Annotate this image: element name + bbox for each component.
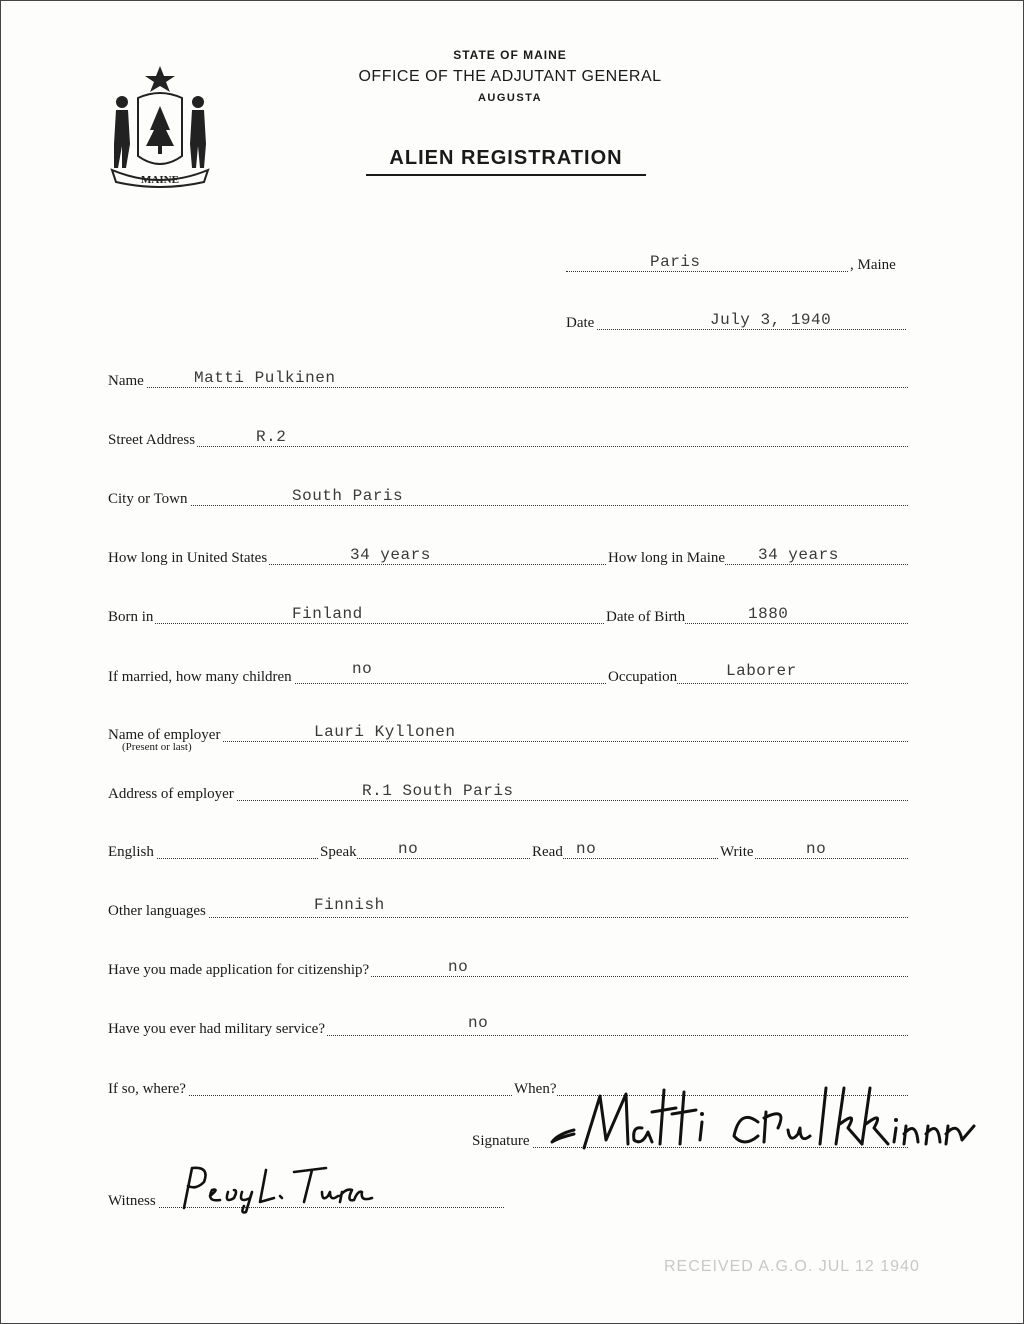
city-label: City or Town xyxy=(108,491,188,507)
street-label: Street Address xyxy=(108,432,196,448)
occupation-value: Laborer xyxy=(726,662,797,680)
witness-signature-handwriting xyxy=(176,1162,380,1214)
street-value: R.2 xyxy=(256,428,287,446)
read-value: no xyxy=(576,840,597,858)
city-value: South Paris xyxy=(292,487,404,505)
date-of-birth-label: Date of Birth xyxy=(606,609,686,625)
employer-address-label: Address of employer xyxy=(108,786,234,802)
header-office: OFFICE OF THE ADJUTANT GENERAL xyxy=(358,68,662,85)
speak-label: Speak xyxy=(320,844,357,860)
maine-state-seal xyxy=(108,64,212,190)
date-row xyxy=(566,310,908,332)
military-label: Have you ever had military service? xyxy=(108,1021,325,1037)
born-in-value: Finland xyxy=(292,605,363,623)
employer-sublabel: (Present or last) xyxy=(122,741,192,753)
occupation-label: Occupation xyxy=(608,669,678,685)
residence-duration-row xyxy=(108,545,908,567)
employer-value: Lauri Kyllonen xyxy=(314,723,456,741)
place-state-label: , Maine xyxy=(850,257,896,273)
when-label: When? xyxy=(514,1081,557,1097)
other-languages-value: Finnish xyxy=(314,896,385,914)
place-row xyxy=(566,252,908,274)
date-of-birth-value: 1880 xyxy=(748,605,789,623)
citizenship-value: no xyxy=(448,958,469,976)
military-row xyxy=(108,1016,908,1038)
other-languages-row xyxy=(108,898,908,920)
form-title: ALIEN REGISTRATION xyxy=(366,147,646,176)
letterhead xyxy=(300,48,720,104)
read-label: Read xyxy=(532,844,563,860)
how-long-maine-label: How long in Maine xyxy=(608,550,726,566)
employer-label: Name of employer xyxy=(108,727,221,743)
seal-ribbon-text: MAINE xyxy=(141,174,179,186)
write-label: Write xyxy=(720,844,754,860)
how-long-us-value: 34 years xyxy=(350,546,431,564)
english-row xyxy=(108,839,908,861)
street-row xyxy=(108,427,908,449)
city-row xyxy=(108,486,908,508)
name-label: Name xyxy=(108,373,144,389)
employer-address-value: R.1 South Paris xyxy=(362,782,514,800)
witness-label: Witness xyxy=(108,1193,156,1209)
signature-label: Signature xyxy=(472,1133,530,1149)
speak-value: no xyxy=(398,840,419,858)
other-languages-label: Other languages xyxy=(108,903,206,919)
where-label: If so, where? xyxy=(108,1081,186,1097)
english-label: English xyxy=(108,844,154,860)
place-town-value: Paris xyxy=(650,253,701,271)
signature-handwriting xyxy=(544,1082,994,1158)
children-occupation-row xyxy=(108,660,908,686)
received-stamp: RECEIVED A.G.O. JUL 12 1940 xyxy=(664,1258,920,1275)
employer-row xyxy=(108,722,908,744)
date-value: July 3, 1940 xyxy=(710,311,832,329)
name-row xyxy=(108,368,908,390)
how-long-maine-value: 34 years xyxy=(758,546,839,564)
military-value: no xyxy=(468,1014,489,1032)
header-state: STATE OF MAINE xyxy=(453,48,567,62)
name-value: Matti Pulkinen xyxy=(194,369,336,387)
how-long-us-label: How long in United States xyxy=(108,550,268,566)
date-label: Date xyxy=(566,315,595,331)
children-value: no xyxy=(352,660,373,678)
header-city: AUGUSTA xyxy=(477,92,543,104)
citizenship-label: Have you made application for citizenship? xyxy=(108,962,370,978)
employer-address-row xyxy=(108,781,908,803)
children-label: If married, how many children xyxy=(108,669,292,685)
write-value: no xyxy=(806,840,827,858)
born-in-label: Born in xyxy=(108,609,154,625)
citizenship-row xyxy=(108,957,908,979)
birth-row xyxy=(108,604,908,626)
